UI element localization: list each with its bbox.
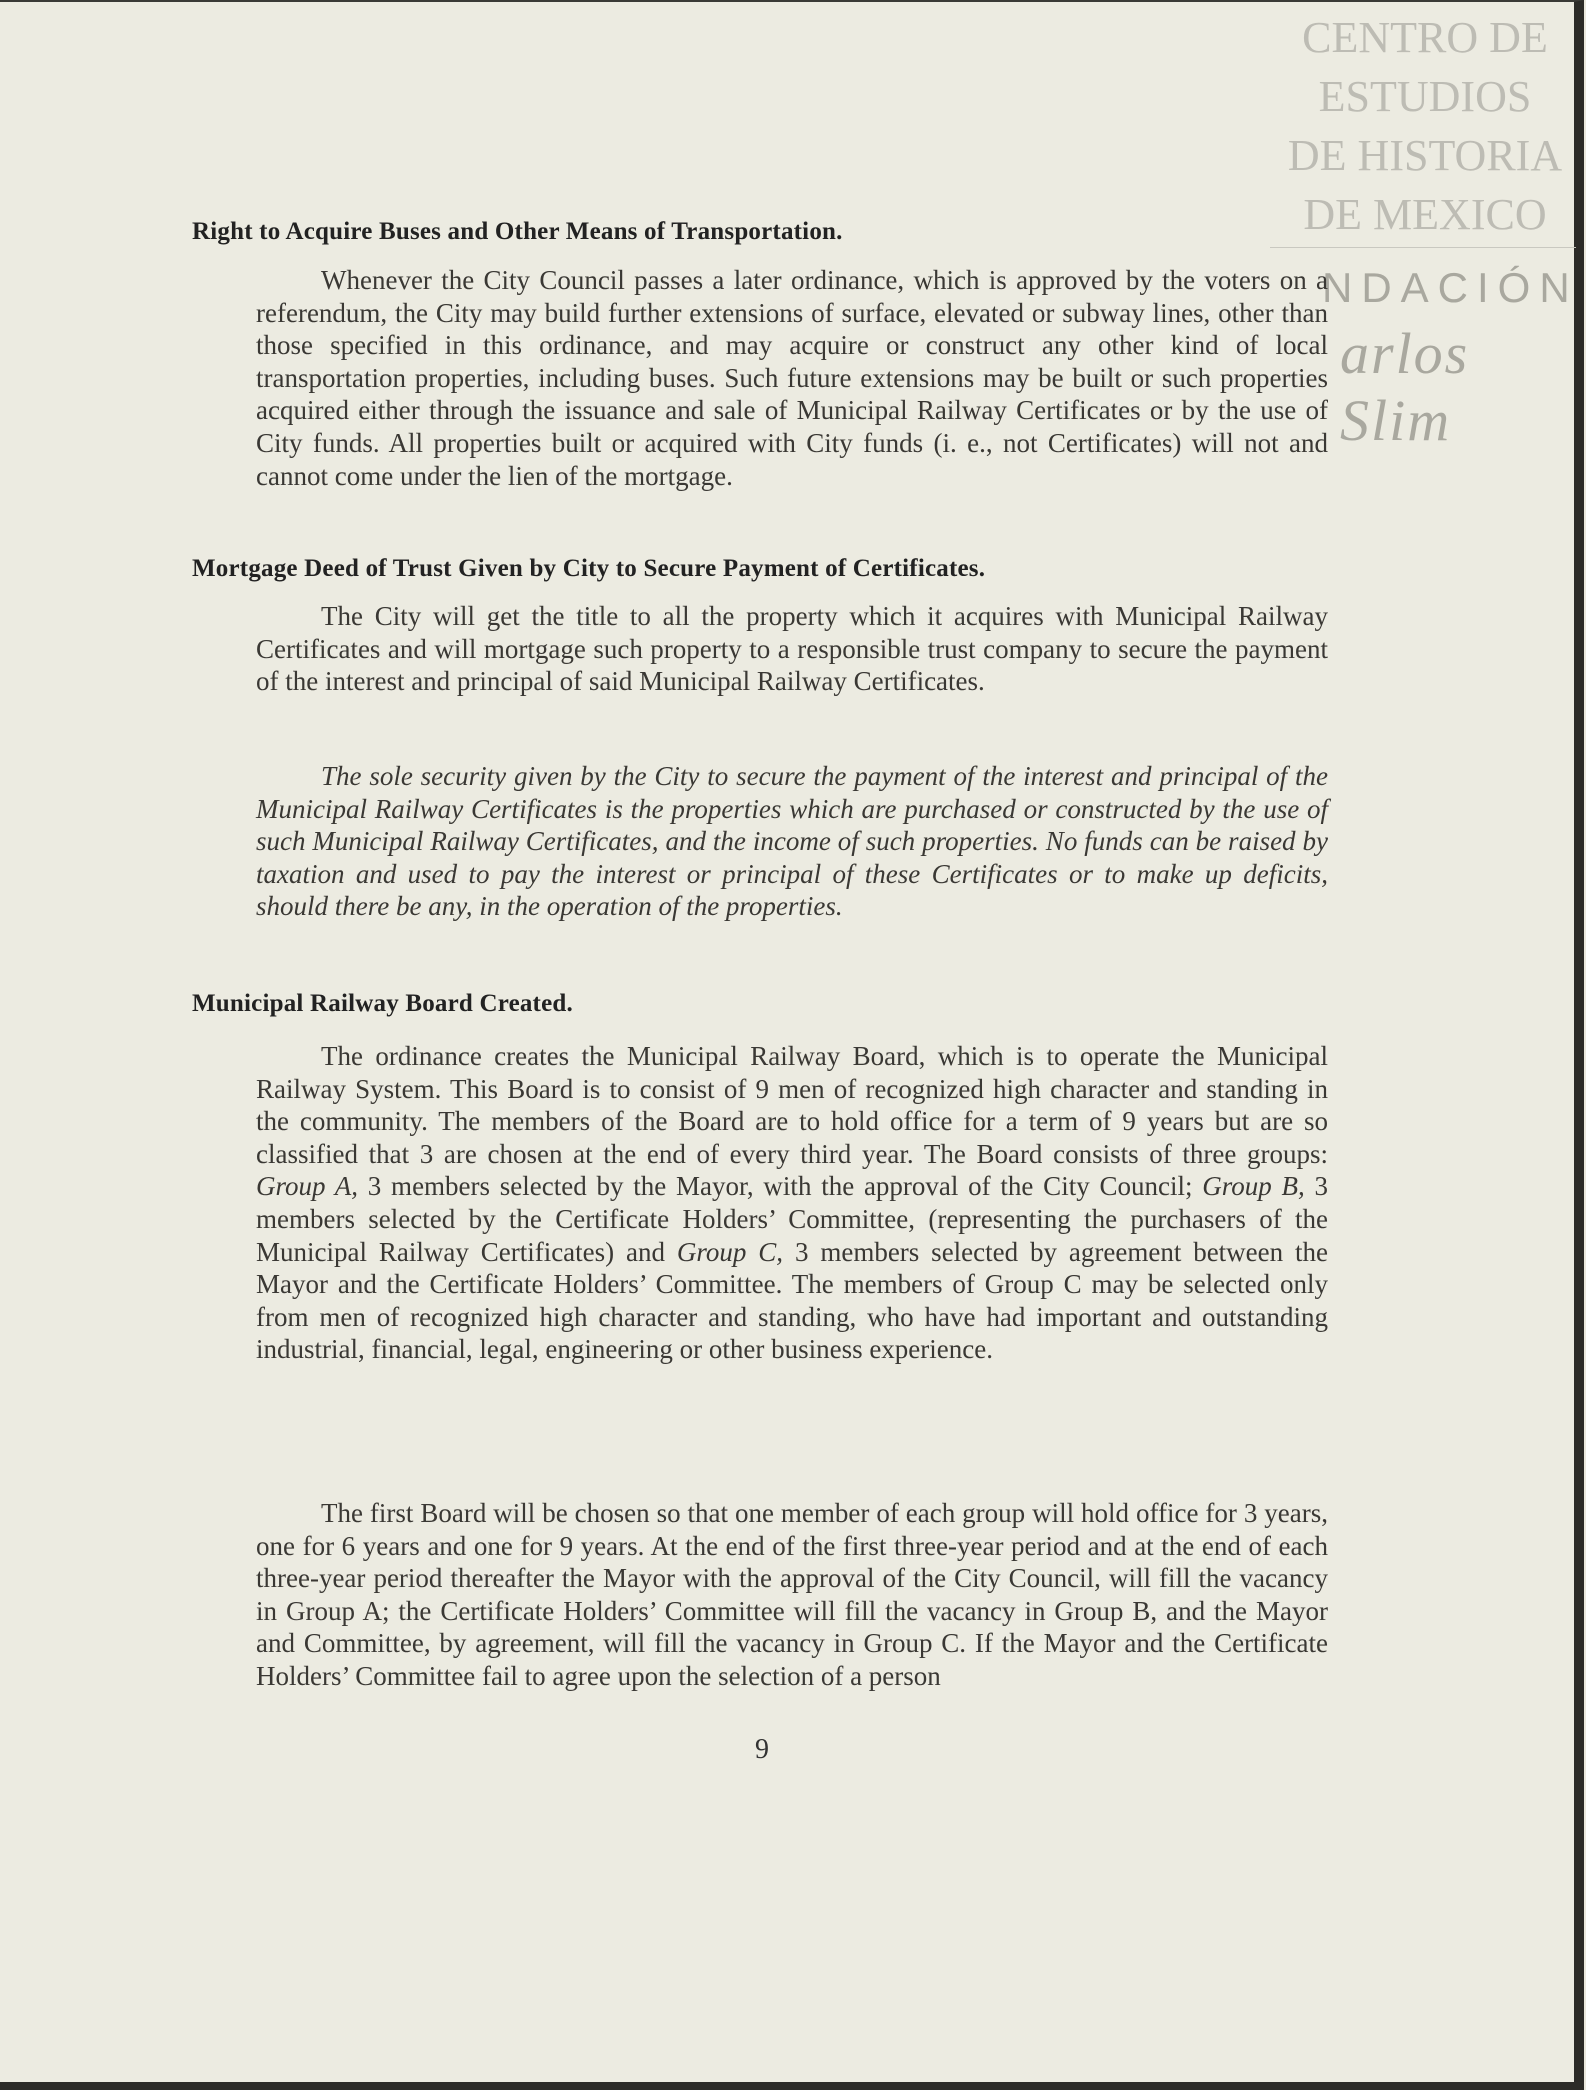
page-number: 9 bbox=[755, 1734, 769, 1765]
watermark-line: DE HISTORIA bbox=[1287, 131, 1563, 180]
board-text-intro: The ordinance creates the Municipal Railway Board, which is to operate the Municipal Railway System. This Board is to consist of 9 men of recognized high character and standing in the community. The members of the Board are to hold office for a term of 9 years but are so classified that 3 are chosen at the end of every third year. The Board consists of three groups: bbox=[256, 1041, 1328, 1169]
watermark-signature: arlos Slim bbox=[1340, 321, 1470, 453]
watermark-foundation: NDACIÓN bbox=[1322, 264, 1579, 311]
paragraph-first-board: The first Board will be chosen so that one member of each group will hold office for 3 years, one for 6 years and one for 9 years. At the end of the first three-year period and at the end of each three-year period thereafter the Mayor with the approval of the City Council, will fill the vacancy in Group A; the Certificate Holders’ Committee will fill the vacancy in Group B, and the Mayor and Committee, by agreement, will fill the vacancy in Group C. If the Mayor and the Certificate Holders’ Committee fail to agree upon the selection of a person bbox=[256, 1498, 1328, 1691]
group-c-text: 3 members selected by agreement between the Mayor and the Certificate Holders’ Committee. The members of Group C may be selected only from men of recognized high character and standing, who have had important and outstanding industrial, financial, legal, engineering or other business experience. bbox=[256, 1236, 1329, 1365]
watermark-line: CENTRO DE bbox=[1302, 13, 1548, 62]
section-heading-board: Municipal Railway Board Created. bbox=[192, 990, 573, 1017]
section-heading-mortgage: Mortgage Deed of Trust Given by City to Secure Payment of Certificates. bbox=[192, 555, 986, 582]
paragraph-buses: Whenever the City Council passes a later ordinance, which is approved by the voters on a referendum, the City may build further extensions of surface, elevated or subway lines, other than those specified in this ordinance, and may acquire or construct any other kind of local transportation properties, including buses. Such future extensions may be built or such properties acquired either through the issuance and sale of Municipal Railway Certificates or by the use of City funds. All properties built or acquired with City funds (i. e., not Certificates) will not and cannot come under the lien of the mortgage. bbox=[256, 265, 1328, 491]
paragraph-board-composition bbox=[256, 1040, 1328, 1366]
group-b-text: 3 members selected by the Certificate Holders’ Committee, (representing the purchasers of the Municipal Railway Certificates) and bbox=[256, 1171, 1329, 1267]
watermark-line: ESTUDIOS bbox=[1318, 72, 1532, 121]
watermark-stamp bbox=[1270, 8, 1580, 244]
group-b-label: Group B, bbox=[1202, 1171, 1305, 1202]
group-c-label: Group C, bbox=[676, 1236, 784, 1267]
paragraph-security-italic: The sole security given by the City to secure the payment of the interest and principal of the Municipal Railway Certificates is the properties which are purchased or constructed by the use of such Municipal Railway Certificates, and the income of such properties. No funds can be raised by taxation and used to pay the interest or principal of these Certificates or to make up deficits, should there be any, in the operation of the properties. bbox=[256, 761, 1328, 922]
group-a-text: 3 members selected by the Mayor, with the approval of the City Council; bbox=[367, 1171, 1193, 1202]
watermark-rule bbox=[1270, 247, 1576, 248]
watermark-line: DE MEXICO bbox=[1303, 190, 1547, 239]
section-heading-buses: Right to Acquire Buses and Other Means of Transportation. bbox=[192, 218, 843, 245]
paragraph-mortgage: The City will get the title to all the property which it acquires with Municipal Railway Certificates and will mortgage such property to a responsible trust company to secure the payment of the interest and principal of said Municipal Railway Certificates. bbox=[256, 601, 1328, 697]
group-a-label: Group A, bbox=[256, 1171, 359, 1202]
